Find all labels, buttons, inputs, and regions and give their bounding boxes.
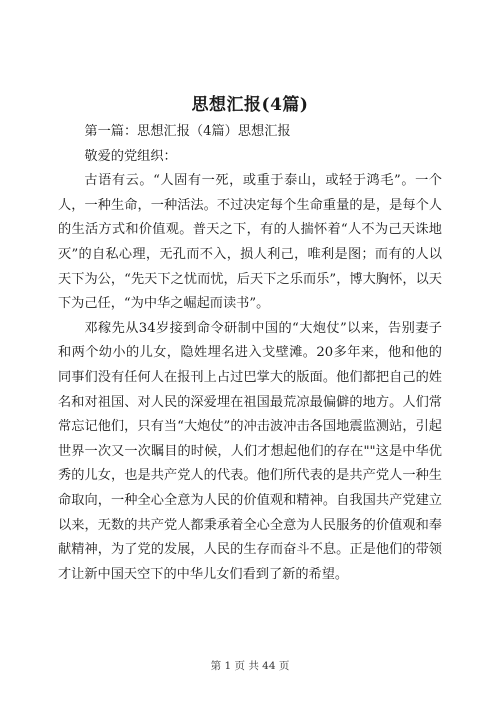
document-title: 思想汇报(4篇) [191,95,309,115]
salutation: 敬爱的党组织： [84,148,177,164]
body-paragraph: 邓稼先从34岁接到命令研制中国的“大炮仗”以来，告别妻子和两个幼小的儿女，隐姓埋名进入戈壁滩。20多年来，他和他的同事们没有任何人在报刊上占过巴掌大的版面。他们都把自己的姓名和对祖国、对人民的深爱埋在祖国最荒凉最偏僻的地方。人们常常忘记他们，只有当“大炮仗”的冲击波冲击各国地震监测站，引起世界一次又一次瞩目的时候，人们才想起他们的存在""这是中华优秀的儿女，也是共产党人的代表。他们所代表的是共产党人一种生命取向，一种全心全意为人民的价值观和精神。自我国共产党建立以来，无数的共产党人都秉承着全心全意为人民服务的价值观和奉献精神，为了党的发展，人民的生存而奋斗不息。正是他们的带领才让新中国天空下的中华儿女们看到了新的希望。 [58,320,442,582]
section-heading: 第一篇：思想汇报（4篇）思想汇报 [84,124,291,139]
page-footer: 第 1 页 共 44 页 [210,660,290,672]
body-paragraph: 古语有云。“人固有一死，或重于泰山，或轻于鸿毛”。一个人，一种生命，一种活法。不过决定每个生命重量的是，是每个人的生活方式和价值观。普天之下，有的人揣怀着“人不为己天诛地灭”的自私心理，无孔而不入，损人利己，唯利是图；而有的人以天下为公，“先天下之忧而忧，后天下之乐而乐”，博大胸怀，以天下为己任，“为中华之崛起而读书”。 [58,173,442,312]
document-body [58,120,442,587]
